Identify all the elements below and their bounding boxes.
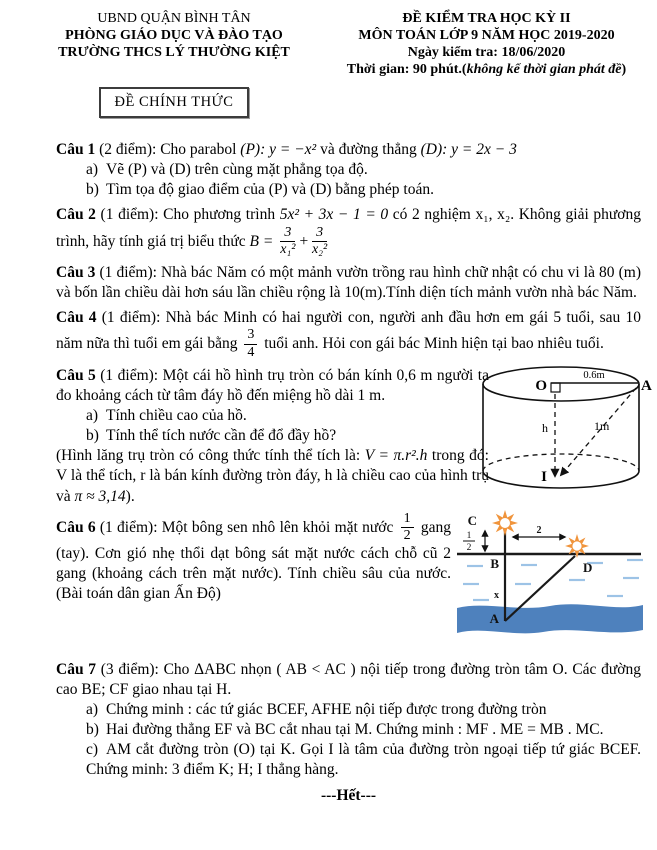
question-7-item-a: a) Chứng minh : các tứ giác BCEF, AFHE nội tiếp được trong đường tròn [86, 701, 547, 718]
question-2: Câu 2 (1 điểm): Cho phương trình 5x² + 3x − 1 = 0 có 2 nghiệm x₁, x₂. Không giải phương trình, hãy tính giá trị biểu thức B = $\frac{3}{\text{x₁²}}$ + $\frac{3}{\text{x₂²}}$ [56, 206, 641, 258]
question-1-item-a: a) Vẽ (P) và (D) trên cùng mặt phẳng tọa độ. [86, 161, 368, 179]
question-7-statement: Câu 7 (3 điểm): Cho ΔABC nhọn ( AB < AC ) nội tiếp trong đường tròn tâm O. Các đường cao BE; CF giao nhau tại H. [56, 660, 641, 698]
question-1-item-b: b) Tìm tọa độ giao điểm của (P) và (D) bằng phép toán. [86, 181, 434, 199]
cylinder-bottom-arc [483, 468, 639, 488]
question-5-item-b: b) Tính thể tích nước cần để đổ đầy hồ? [86, 427, 337, 445]
cylinder-label-O: O [535, 377, 547, 394]
lotus-label-B: B [490, 555, 499, 571]
lotus-label-C: C [467, 512, 477, 528]
question-4: Câu 4 (1 điểm): Nhà bác Minh có hai người con, người anh đầu hơn em gái 5 tuổi, sau 10 năm nữa thì tuổi em gái bằng $\frac{3}{4}$ tuổi anh. Hỏi con gái bác Minh hiện tại bao nhiêu tuổi. [56, 309, 641, 361]
question-2-label: Câu 2 [56, 206, 96, 224]
flower-center-2 [572, 541, 581, 550]
cylinder-label-I: I [541, 468, 547, 485]
water-band [457, 604, 643, 633]
question-5-statement: Câu 5 (1 điểm): Một cái hồ hình trụ tròn có bán kính 0,6 m người ta đo khoảng cách từ tâm đáy hồ đến miệng hồ dài 1 m. [56, 366, 489, 404]
cylinder-top-ellipse [483, 367, 639, 401]
half-fraction-numerator: 1 [466, 530, 472, 541]
question-6-label: Câu 6 [56, 518, 96, 536]
question-7-item-b: b) Hai đường thẳng EF và BC cắt nhau tại M. Chứng minh : MF . ME = MB . MC. [86, 721, 604, 739]
exam-title: ĐỀ KIỂM TRA HỌC KỲ II [402, 11, 571, 26]
question-6: Câu 6 (1 điểm): Một bông sen nhô lên khỏi mặt nước $\frac{1}{2}$ gang (tay). Cơn gió nhẹ thổi dạt bông sát mặt nước cách chỗ cũ 2 gang (khoảng cách trên mặt nước). Tính chiều sâu của nước. (Bài toán dân gian Ấn Độ) C 1 2 2 B D x A [56, 512, 641, 654]
question-4-label: Câu 4 [56, 309, 97, 327]
issuing-authority-block [26, 10, 322, 118]
expression-B: B = [249, 232, 274, 250]
question-1-statement: Câu 1 (2 điểm): Cho parabol (P): y = −x² và đường thẳng (D): y = 2x − 3 [56, 141, 517, 158]
lotus-label-x: x [494, 589, 499, 601]
question-7 [56, 660, 641, 781]
document-header [0, 0, 657, 118]
half-fraction-denominator: 2 [466, 542, 472, 553]
question-5 [56, 366, 652, 507]
official-box-wrapper [26, 87, 322, 118]
question-3-label: Câu 3 [56, 263, 96, 281]
cylinder-label-1m: 1m [594, 418, 610, 433]
authority-line-2: PHÒNG GIÁO DỤC VÀ ĐÀO TẠO [65, 28, 283, 43]
cylinder-figure [481, 366, 653, 503]
fraction-one-half: $\frac{1}{2}$ [401, 512, 414, 544]
volume-formula: V = π.r².h [364, 447, 428, 465]
quadratic-equation: 5x² + 3x − 1 = 0 [279, 206, 389, 224]
question-5-label: Câu 5 [56, 366, 96, 384]
line-equation: (D): y = 2x − 3 [420, 141, 517, 158]
question-3: Câu 3 (1 điểm): Nhà bác Năm có một mảnh vườn trồng rau hình chữ nhật có chu vi là 80 (m) và bốn lần chiều dài hơn sáu lần chiều rộng là 10(m).Tính diện tích mảnh vườn nhà bác Năm. [56, 263, 641, 302]
exam-duration: Thời gian: 90 phút.(không kể thời gian phát đề) [346, 62, 627, 77]
question-5-item-a: a) Tính chiều cao của hồ. [86, 407, 247, 425]
pi-approx: π ≈ 3,14 [74, 487, 126, 505]
exam-subject: MÔN TOÁN LỚP 9 NĂM HỌC 2019-2020 [358, 28, 615, 43]
fraction-three-quarters: $\frac{3}{4}$ [244, 328, 257, 360]
lotus-label-2: 2 [536, 524, 542, 536]
cylinder-label-A: A [641, 377, 652, 394]
exam-body [0, 118, 657, 806]
fraction-3-over-x1sq: $\frac{3}{\text{x₁²}}$ [280, 224, 296, 258]
right-angle-mark [551, 383, 560, 392]
question-7-label: Câu 7 [56, 660, 97, 678]
question-7-item-c: c) AM cắt đường tròn (O) tại K. Gọi I là tâm của đường tròn ngoại tiếp tứ giác BCEF. Chứng minh: 3 điểm K; H; I thẳng hàng. [86, 741, 641, 779]
parabola-equation: (P): y = −x² [240, 141, 317, 158]
official-exam-badge: ĐỀ CHÍNH THỨC [99, 87, 250, 118]
exam-title-block [322, 10, 651, 118]
flower-center-1 [500, 518, 510, 528]
cylinder-label-h: h [542, 420, 548, 435]
cylinder-bottom-hidden-arc [483, 454, 639, 471]
lotus-figure [455, 504, 645, 646]
end-marker: ---Hết--- [320, 786, 377, 804]
lotus-label-D: D [583, 559, 593, 575]
question-1-label: Câu 1 [56, 141, 96, 158]
question-1 [56, 140, 641, 200]
exam-date: Ngày kiểm tra: 18/06/2020 [407, 45, 566, 60]
question-5-note: (Hình lăng trụ tròn có công thức tính thể tích là: V = π.r².h trong đó: V là thể tích, r là bán kính đường tròn đáy, h là chiều cao của hình trụ và π ≈ 3,14). [56, 447, 489, 505]
fraction-3-over-x2sq: $\frac{3}{\text{x₂²}}$ [311, 224, 328, 258]
lotus-label-A: A [489, 610, 499, 626]
authority-line-3: TRƯỜNG THCS LÝ THƯỜNG KIỆT [58, 45, 290, 60]
cylinder-label-radius: 0.6m [583, 369, 605, 381]
authority-line-1: UBND QUẬN BÌNH TÂN [97, 11, 251, 26]
